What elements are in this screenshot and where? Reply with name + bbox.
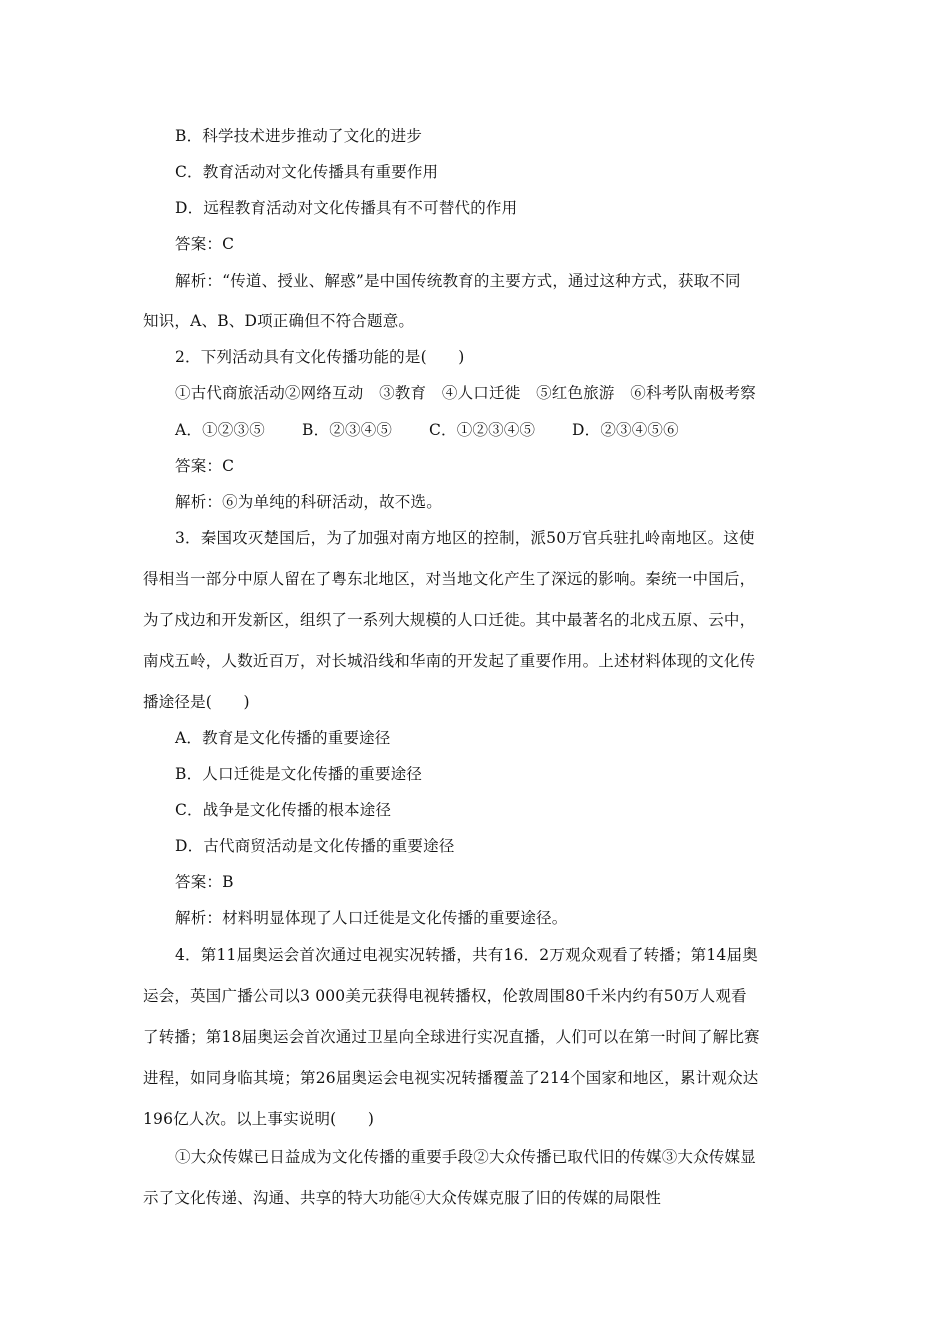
- q4-items-line-1: ①大众传媒已日益成为文化传播的重要手段②大众传播已取代旧的传媒③大众传媒显: [175, 1148, 756, 1166]
- q3-answer: 答案：B: [175, 873, 234, 891]
- q2-answer: 答案：C: [175, 457, 235, 475]
- q4-stem-line-3: 了转播；第18届奥运会首次通过卫星向全球进行实况直播，人们可以在第一时间了解比赛: [143, 1028, 760, 1046]
- q4-stem-line-2: 运会，英国广播公司以3 000美元获得电视转播权，伦敦周围80千米内约有50万人观看: [143, 987, 747, 1005]
- q3-stem-line-1: 3．秦国攻灭楚国后，为了加强对南方地区的控制，派50万官兵驻扎岭南地区。这使: [175, 529, 755, 547]
- q2-option-b: B．②③④⑤: [302, 421, 393, 439]
- q2-analysis: 解析：⑥为单纯的科研活动，故不选。: [175, 493, 442, 511]
- q3-option-b: B．人口迁徙是文化传播的重要途径: [175, 765, 423, 783]
- q1-option-c: C．教育活动对文化传播具有重要作用: [175, 163, 439, 181]
- q1-option-d: D．远程教育活动对文化传播具有不可替代的作用: [175, 199, 518, 217]
- q3-option-c: C．战争是文化传播的根本途径: [175, 801, 392, 819]
- q2-option-c: C．①②③④⑤: [429, 421, 536, 439]
- q1-analysis-line-2: 知识，A、B、D项正确但不符合题意。: [143, 312, 415, 330]
- q3-stem-line-3: 为了戍边和开发新区，组织了一系列大规模的人口迁徙。其中最著名的北戍五原、云中，: [143, 611, 756, 629]
- q4-stem-line-5: 196亿人次。以上事实说明( ): [143, 1110, 375, 1128]
- q2-stem: 2．下列活动具有文化传播功能的是( ): [175, 348, 465, 366]
- q3-stem-line-5: 播途径是( ): [143, 693, 250, 711]
- q3-option-d: D．古代商贸活动是文化传播的重要途径: [175, 837, 455, 855]
- q3-stem-line-4: 南戍五岭，人数近百万，对长城沿线和华南的开发起了重要作用。上述材料体现的文化传: [143, 652, 756, 670]
- q1-analysis-line-1: 解析：“传道、授业、解惑”是中国传统教育的主要方式，通过这种方式，获取不同: [175, 272, 741, 290]
- q2-option-a: A．①②③⑤: [175, 421, 265, 439]
- q1-answer: 答案：C: [175, 235, 235, 253]
- q2-options: [175, 420, 679, 440]
- q3-stem-line-2: 得相当一部分中原人留在了粤东北地区，对当地文化产生了深远的影响。秦统一中国后，: [143, 570, 756, 588]
- q1-option-b: B．科学技术进步推动了文化的进步: [175, 127, 423, 145]
- q2-option-d: D．②③④⑤⑥: [572, 421, 679, 439]
- q4-stem-line-1: 4．第11届奥运会首次通过电视实况转播，共有16．2万观众观看了转播；第14届奥: [175, 946, 758, 964]
- q3-option-a: A．教育是文化传播的重要途径: [175, 729, 391, 747]
- q4-items-line-2: 示了文化传递、沟通、共享的特大功能④大众传媒克服了旧的传媒的局限性: [143, 1189, 662, 1207]
- q3-analysis: 解析：材料明显体现了人口迁徙是文化传播的重要途径。: [175, 909, 568, 927]
- q2-items: ①古代商旅活动②网络互动 ③教育 ④人口迁徙 ⑤红色旅游 ⑥科考队南极考察: [175, 384, 756, 402]
- q4-stem-line-4: 进程，如同身临其境；第26届奥运会电视实况转播覆盖了214个国家和地区，累计观众达: [143, 1069, 759, 1087]
